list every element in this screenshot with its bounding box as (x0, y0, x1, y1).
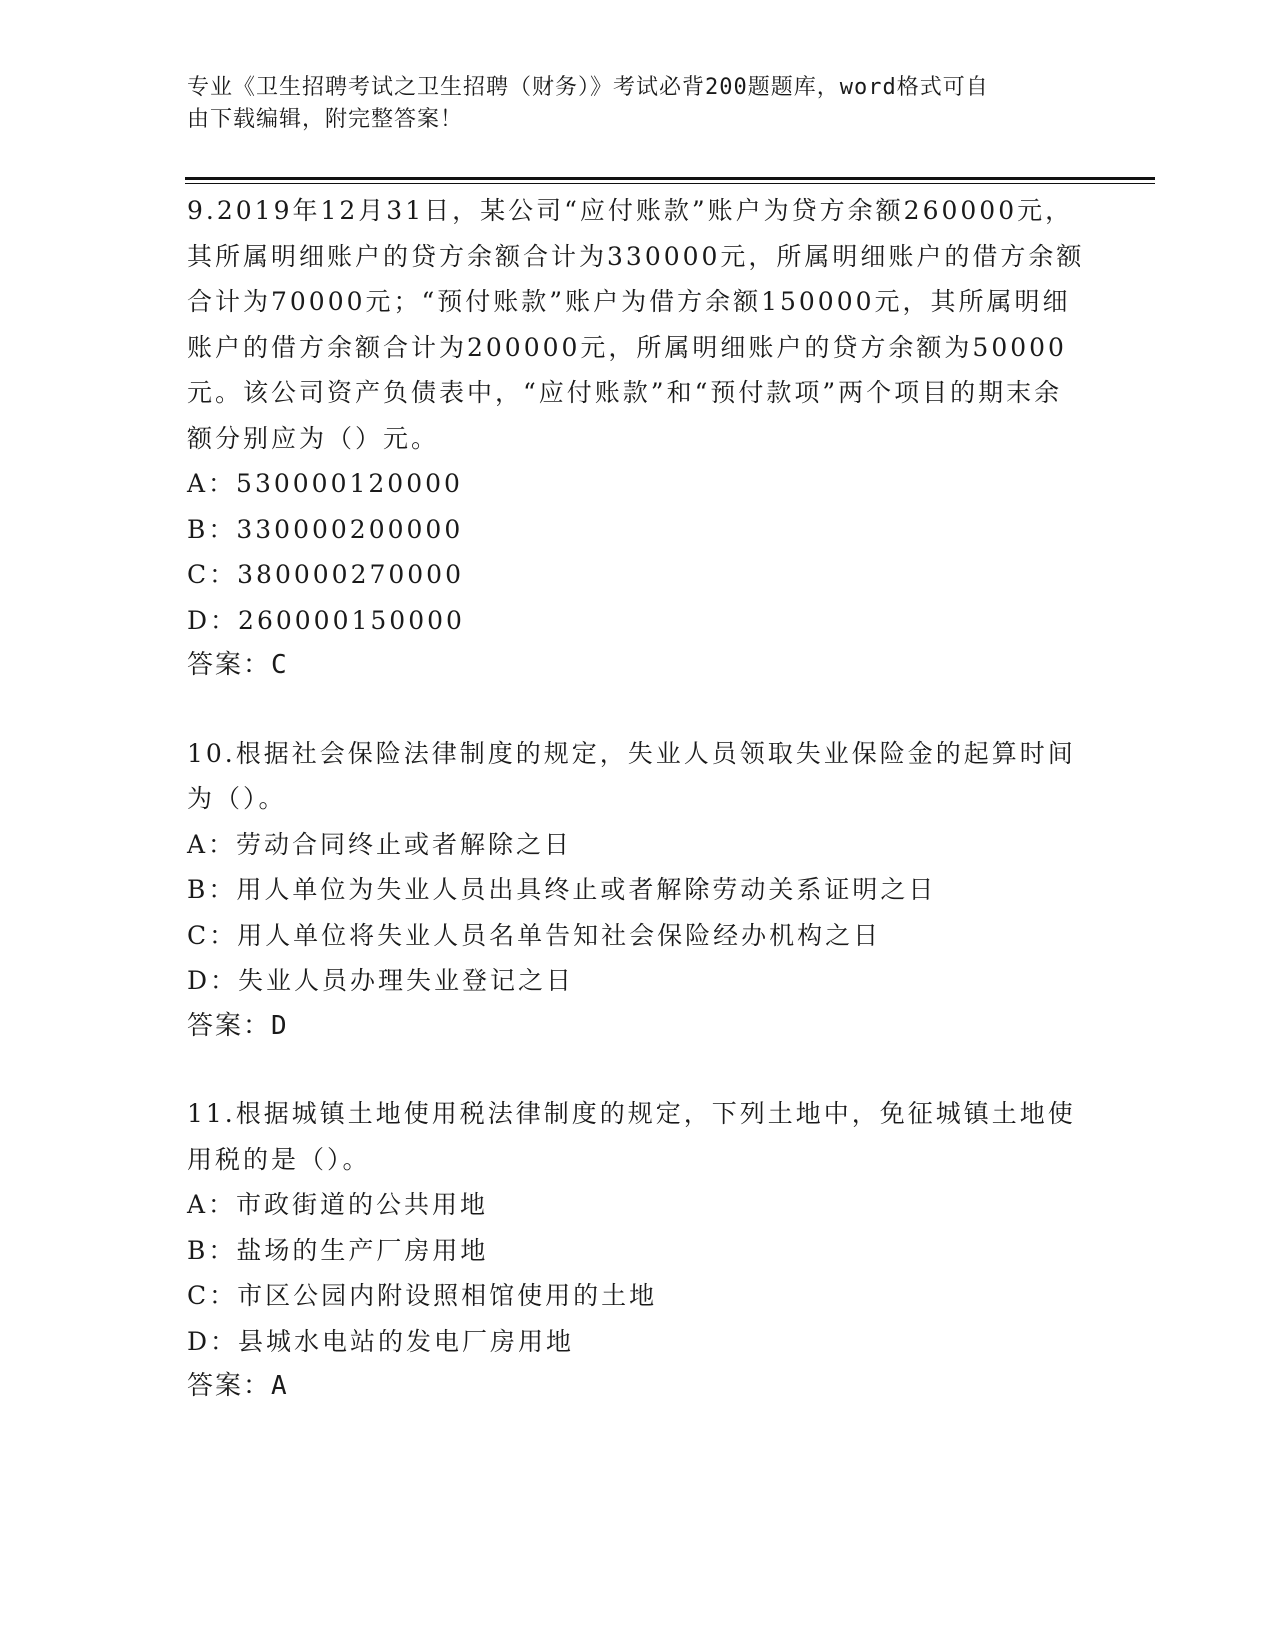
option-d: D：县城水电站的发电厂房用地 (187, 1326, 575, 1356)
option-b: B：盐场的生产厂房用地 (187, 1235, 489, 1265)
question-list (187, 188, 1087, 1410)
option-d: D：260000150000 (187, 605, 465, 635)
answer-line: 答案：D (187, 1010, 289, 1041)
question-10 (187, 731, 1087, 1050)
option-d: D：失业人员办理失业登记之日 (187, 966, 575, 995)
question-stem: 9.2019年12月31日，某公司“应付账款”账户为贷方余额260000元，其所属明细账户的贷方余额合计为330000元，所属明细账户的借方余额合计为70000元；“预付账款”账户为借方余额150000元，其所属明细账户的借方余额合计为200000元，所属明细账户的贷方余额为50000元。该公司资产负债表中，“应付账款”和“预付款项”两个项目的期末余额分别应为（）元。 (187, 196, 1085, 453)
option-c: C：380000270000 (187, 560, 464, 589)
question-11 (187, 1091, 1087, 1410)
header-divider-thin (185, 183, 1155, 184)
question-9 (187, 188, 1087, 689)
question-stem: 11.根据城镇土地使用税法律制度的规定，下列土地中，免征城镇土地使用税的是（）。 (187, 1099, 1076, 1174)
document-header (187, 72, 1087, 136)
answer-line: 答案：C (187, 650, 289, 680)
option-a: A：市政街道的公共用地 (187, 1190, 489, 1219)
option-a: A：530000120000 (187, 469, 463, 498)
question-stem: 10.根据社会保险法律制度的规定，失业人员领取失业保险金的起算时间为（）。 (187, 738, 1076, 813)
option-a: A：劳动合同终止或者解除之日 (187, 829, 573, 859)
header-line-2: 由下载编辑，附完整答案！ (187, 107, 464, 132)
option-c: C：用人单位将失业人员名单告知社会保险经办机构之日 (187, 920, 882, 950)
header-divider-thick (185, 177, 1155, 180)
option-c: C：市区公园内附设照相馆使用的土地 (187, 1281, 658, 1310)
answer-line: 答案：A (187, 1371, 289, 1401)
option-b: B：330000200000 (187, 514, 464, 544)
option-b: B：用人单位为失业人员出具终止或者解除劳动关系证明之日 (187, 875, 937, 904)
header-line-1: 专业《卫生招聘考试之卫生招聘（财务）》考试必背200题题库，word格式可自 (187, 75, 989, 100)
